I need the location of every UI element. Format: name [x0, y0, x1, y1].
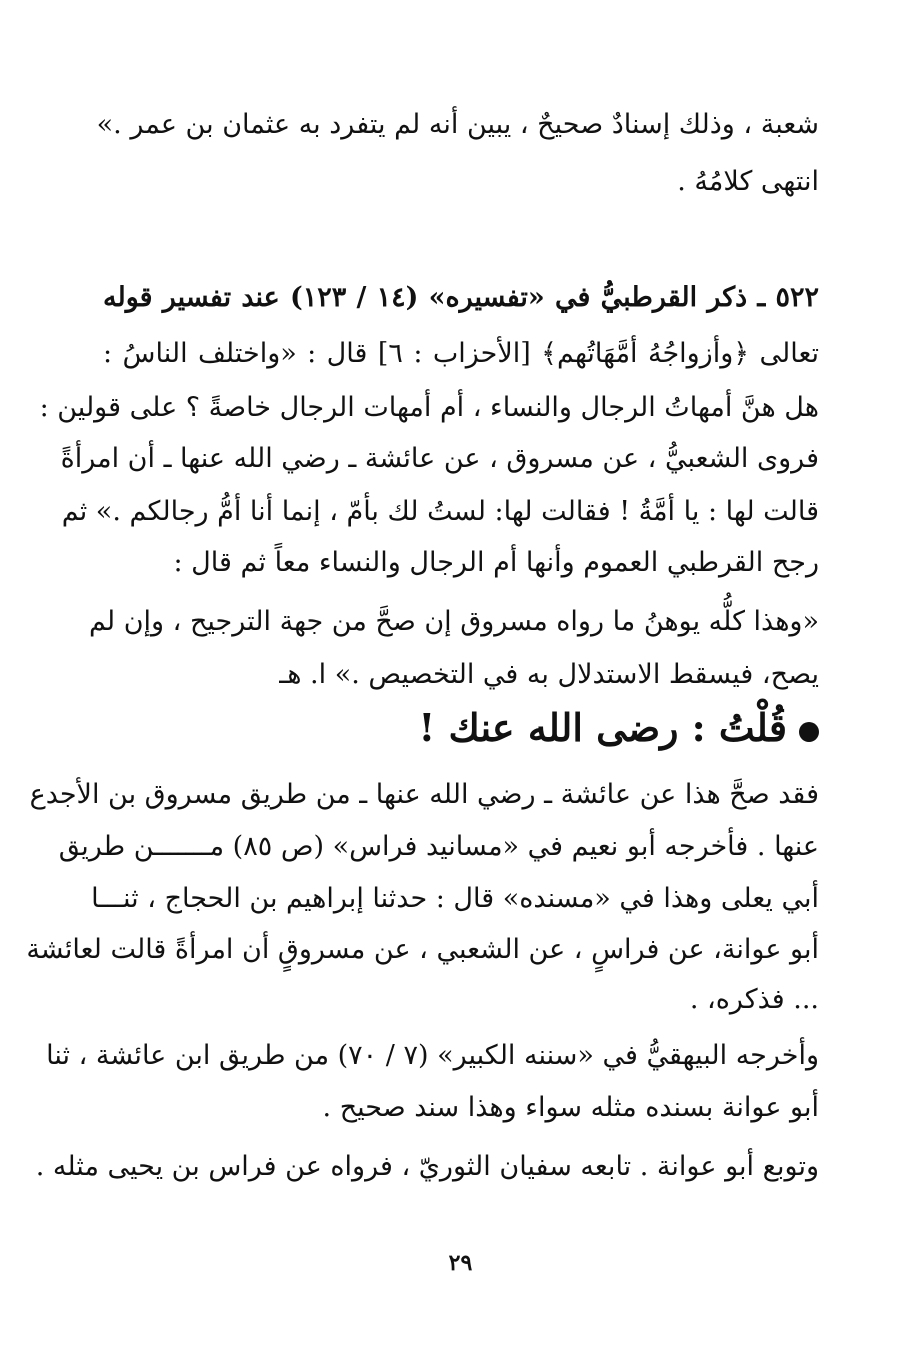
entry-line-1: ٥٢٢ ـ ذكر القرطبيُّ في «تفسيره» (١٤ / ١٢٣) عند تفسير قوله [103, 282, 819, 313]
top-paragraph-line-2: انتهى كلامُهُ . [677, 166, 819, 197]
section-heading [103, 700, 819, 756]
section-heading-text: قُلْتُ : رضى الله عنك ! [418, 705, 787, 750]
bayhaqi-line-1: وأخرجه البيهقيُّ في «سننه الكبير» (٧ / ٧٠) من طريق ابن عائشة ، ثنا [46, 1040, 819, 1071]
bayhaqi-line-2: أبو عوانة بسنده مثله سواء وهذا سند صحيح . [322, 1092, 819, 1123]
quote-line-2: يصح، فيسقط الاستدلال به في التخصيص .» ا. هـ [279, 659, 819, 690]
entry-line-6: رجح القرطبي العموم وأنها أم الرجال والنساء معاً ثم قال : [173, 547, 819, 578]
filled-circle-icon [799, 722, 819, 742]
quote-line-1: «وهذا كلُّه يوهنُ ما رواه مسروق إن صحَّ من جهة الترجيح ، وإن لم [88, 606, 819, 637]
page-number: ٢٩ [448, 1250, 473, 1276]
follow-up-line-1: وتوبع أبو عوانة . تابعه سفيان الثوريّ ، فرواه عن فراس بن يحيى مثله . [35, 1151, 819, 1182]
response-line-4: أبو عوانة، عن فراسٍ ، عن الشعبي ، عن مسروقٍ أن امرأةً قالت لعائشة [26, 934, 819, 965]
entry-line-5: قالت لها : يا أمَّةُ ! فقالت لها: لستُ لك بأمّ ، إنما أنا أمُّ رجالكم .» ثم [61, 496, 819, 527]
entry-line-4: فروى الشعبيُّ ، عن مسروق ، عن عائشة ـ رضي الله عنها ـ أن امرأةً [60, 443, 819, 474]
response-line-1: فقد صحَّ هذا عن عائشة ـ رضي الله عنها ـ من طريق مسروق بن الأجدع [29, 779, 819, 810]
response-line-2: عنها . فأخرجه أبو نعيم في «مسانيد فراس» (ص ٨٥) مـــــــن طريق [58, 831, 819, 862]
top-paragraph-line-1: شعبة ، وذلك إسنادٌ صحيحٌ ، يبين أنه لم يتفرد به عثمان بن عمر .» [96, 109, 819, 140]
entry-line-3: هل هنَّ أمهاتُ الرجال والنساء ، أم أمهات الرجال خاصةً ؟ على قولين : [39, 392, 819, 423]
entry-line-2: تعالى ﴿وأزواجُهُ أمَّهَاتُهم﴾ [الأحزاب : ٦] قال : «واختلف الناسُ : [103, 338, 819, 369]
response-line-5: ... فذكره، . [689, 984, 819, 1015]
response-line-3: أبي يعلى وهذا في «مسنده» قال : حدثنا إبراهيم بن الحجاج ، ثنـــا [91, 883, 819, 914]
